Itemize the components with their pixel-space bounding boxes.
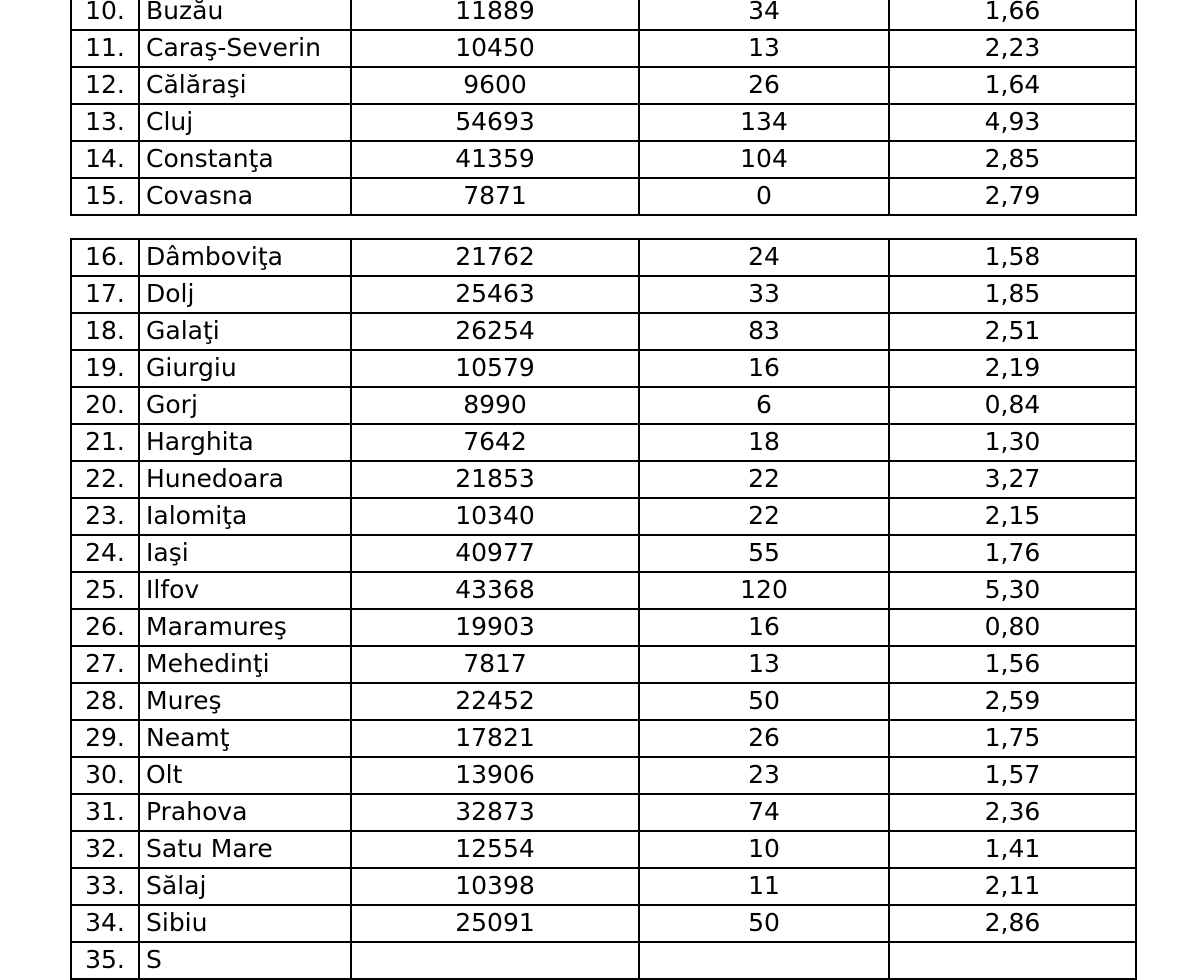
cell-value3: 1,85 — [889, 276, 1136, 313]
cell-index: 16. — [71, 239, 139, 276]
cell-index: 11. — [71, 30, 139, 67]
cell-value3: 2,19 — [889, 350, 1136, 387]
table-row — [71, 794, 1136, 831]
cell-value1: 19903 — [351, 609, 639, 646]
cell-index: 10. — [71, 0, 139, 30]
cell-value1: 7642 — [351, 424, 639, 461]
table-row — [71, 461, 1136, 498]
cell-county: Prahova — [139, 794, 351, 831]
cell-county: Galaţi — [139, 313, 351, 350]
cell-index: 28. — [71, 683, 139, 720]
cell-index: 17. — [71, 276, 139, 313]
cell-value2: 24 — [639, 239, 889, 276]
table-row — [71, 0, 1136, 30]
cell-value3: 1,75 — [889, 720, 1136, 757]
cell-index: 22. — [71, 461, 139, 498]
cell-county: Dâmboviţa — [139, 239, 351, 276]
table-row — [71, 239, 1136, 276]
cell-index: 15. — [71, 178, 139, 215]
table-row — [71, 609, 1136, 646]
cell-value3: 2,86 — [889, 905, 1136, 942]
table-row — [71, 424, 1136, 461]
cell-value2: 50 — [639, 683, 889, 720]
table-body-block-1 — [71, 0, 1136, 215]
cell-index: 30. — [71, 757, 139, 794]
cell-value2: 33 — [639, 276, 889, 313]
table-row — [71, 141, 1136, 178]
table-row — [71, 646, 1136, 683]
cell-index: 29. — [71, 720, 139, 757]
cell-value2: 10 — [639, 831, 889, 868]
table-row — [71, 535, 1136, 572]
table-row — [71, 276, 1136, 313]
cell-value1: 25091 — [351, 905, 639, 942]
cell-value2: 26 — [639, 67, 889, 104]
table-row — [71, 30, 1136, 67]
table-row — [71, 831, 1136, 868]
cell-value2: 83 — [639, 313, 889, 350]
cell-value3: 2,51 — [889, 313, 1136, 350]
cell-value3: 2,85 — [889, 141, 1136, 178]
cell-county: Dolj — [139, 276, 351, 313]
table-row — [71, 387, 1136, 424]
cell-value2: 22 — [639, 498, 889, 535]
cell-value2: 120 — [639, 572, 889, 609]
table-row — [71, 498, 1136, 535]
cell-index: 23. — [71, 498, 139, 535]
cell-index: 14. — [71, 141, 139, 178]
cell-value1: 7871 — [351, 178, 639, 215]
cell-index: 24. — [71, 535, 139, 572]
cell-value3: 0,80 — [889, 609, 1136, 646]
table-row — [71, 868, 1136, 905]
cell-value2: 55 — [639, 535, 889, 572]
table-row — [71, 720, 1136, 757]
table-row — [71, 572, 1136, 609]
cell-county: Giurgiu — [139, 350, 351, 387]
cell-value2 — [639, 942, 889, 979]
table-row — [71, 942, 1136, 979]
cell-value1: 21762 — [351, 239, 639, 276]
county-table-block-2 — [70, 238, 1137, 980]
cell-value1: 17821 — [351, 720, 639, 757]
cell-index: 12. — [71, 67, 139, 104]
cell-county: Ilfov — [139, 572, 351, 609]
cell-value3: 2,79 — [889, 178, 1136, 215]
table-row — [71, 104, 1136, 141]
cell-value1: 21853 — [351, 461, 639, 498]
cell-county: Constanţa — [139, 141, 351, 178]
cell-county: Olt — [139, 757, 351, 794]
table-row — [71, 178, 1136, 215]
cell-value2: 13 — [639, 646, 889, 683]
cell-value2: 26 — [639, 720, 889, 757]
table-row — [71, 905, 1136, 942]
cell-county: Călăraşi — [139, 67, 351, 104]
cell-value3: 2,59 — [889, 683, 1136, 720]
cell-value1: 40977 — [351, 535, 639, 572]
cell-county: Caraş-Severin — [139, 30, 351, 67]
cell-index: 19. — [71, 350, 139, 387]
cell-value3: 1,56 — [889, 646, 1136, 683]
cell-value2: 23 — [639, 757, 889, 794]
cell-value2: 74 — [639, 794, 889, 831]
cell-value2: 22 — [639, 461, 889, 498]
cell-county: Ialomiţa — [139, 498, 351, 535]
cell-county: Iaşi — [139, 535, 351, 572]
cell-value1: 22452 — [351, 683, 639, 720]
table-row — [71, 67, 1136, 104]
cell-value2: 6 — [639, 387, 889, 424]
county-table-block-1 — [70, 0, 1137, 216]
cell-index: 21. — [71, 424, 139, 461]
cell-county: Maramureş — [139, 609, 351, 646]
table-row — [71, 350, 1136, 387]
cell-index: 33. — [71, 868, 139, 905]
cell-value2: 34 — [639, 0, 889, 30]
cell-value3: 2,36 — [889, 794, 1136, 831]
cell-value1: 25463 — [351, 276, 639, 313]
cell-value1: 10579 — [351, 350, 639, 387]
cell-value3: 1,66 — [889, 0, 1136, 30]
cell-value1: 10398 — [351, 868, 639, 905]
cell-index: 31. — [71, 794, 139, 831]
cell-value3: 1,30 — [889, 424, 1136, 461]
cell-county: Harghita — [139, 424, 351, 461]
table-row — [71, 313, 1136, 350]
cell-value1: 8990 — [351, 387, 639, 424]
cell-value1: 12554 — [351, 831, 639, 868]
cell-index: 13. — [71, 104, 139, 141]
cell-value3: 2,15 — [889, 498, 1136, 535]
cell-county: Gorj — [139, 387, 351, 424]
cell-value1: 54693 — [351, 104, 639, 141]
cell-county: Buzău — [139, 0, 351, 30]
cell-value1: 41359 — [351, 141, 639, 178]
cell-value3: 1,57 — [889, 757, 1136, 794]
cell-county: Covasna — [139, 178, 351, 215]
cell-county: S — [139, 942, 351, 979]
cell-value2: 16 — [639, 350, 889, 387]
cell-value2: 11 — [639, 868, 889, 905]
cell-index: 34. — [71, 905, 139, 942]
cell-county: Satu Mare — [139, 831, 351, 868]
cell-value2: 0 — [639, 178, 889, 215]
cell-value1: 11889 — [351, 0, 639, 30]
table-row — [71, 683, 1136, 720]
cell-value1: 32873 — [351, 794, 639, 831]
cell-value2: 13 — [639, 30, 889, 67]
cell-county: Mehedinţi — [139, 646, 351, 683]
cell-value3: 4,93 — [889, 104, 1136, 141]
cell-value2: 16 — [639, 609, 889, 646]
block-separator — [0, 216, 1200, 238]
cell-county: Sibiu — [139, 905, 351, 942]
cell-value1: 13906 — [351, 757, 639, 794]
cell-value3 — [889, 942, 1136, 979]
table-row — [71, 757, 1136, 794]
cell-value3: 1,64 — [889, 67, 1136, 104]
cell-value3: 1,76 — [889, 535, 1136, 572]
cell-value3: 2,11 — [889, 868, 1136, 905]
cell-value1: 26254 — [351, 313, 639, 350]
cell-value1: 10340 — [351, 498, 639, 535]
cell-value3: 0,84 — [889, 387, 1136, 424]
cell-value3: 2,23 — [889, 30, 1136, 67]
cell-value3: 1,41 — [889, 831, 1136, 868]
cell-value2: 18 — [639, 424, 889, 461]
cell-index: 18. — [71, 313, 139, 350]
cell-value1 — [351, 942, 639, 979]
cell-index: 27. — [71, 646, 139, 683]
cell-county: Sălaj — [139, 868, 351, 905]
cell-value2: 134 — [639, 104, 889, 141]
table-body-block-2 — [71, 239, 1136, 979]
cell-county: Neamţ — [139, 720, 351, 757]
cell-value3: 5,30 — [889, 572, 1136, 609]
cell-value1: 10450 — [351, 30, 639, 67]
cell-value1: 7817 — [351, 646, 639, 683]
cell-index: 35. — [71, 942, 139, 979]
cell-index: 25. — [71, 572, 139, 609]
cell-county: Hunedoara — [139, 461, 351, 498]
cell-index: 32. — [71, 831, 139, 868]
cell-value2: 50 — [639, 905, 889, 942]
cell-value3: 3,27 — [889, 461, 1136, 498]
cell-value1: 9600 — [351, 67, 639, 104]
cell-value2: 104 — [639, 141, 889, 178]
cell-value1: 43368 — [351, 572, 639, 609]
cell-value3: 1,58 — [889, 239, 1136, 276]
cell-county: Cluj — [139, 104, 351, 141]
cell-index: 26. — [71, 609, 139, 646]
cell-index: 20. — [71, 387, 139, 424]
cell-county: Mureş — [139, 683, 351, 720]
